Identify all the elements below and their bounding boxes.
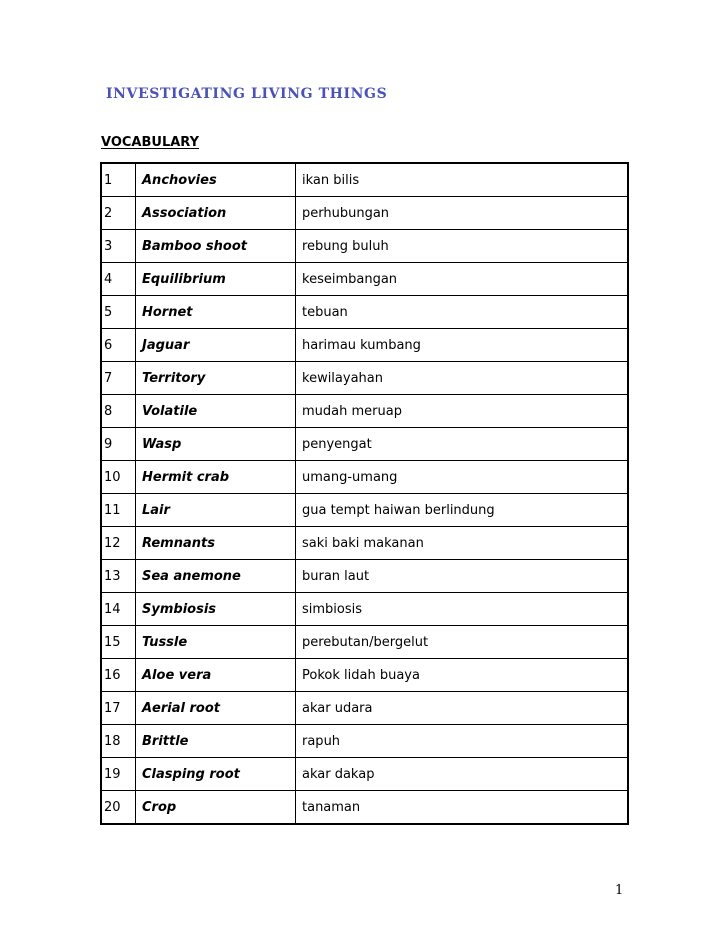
malay-translation: penyengat — [296, 428, 629, 461]
english-term: Aloe vera — [136, 659, 296, 692]
english-term: Volatile — [136, 395, 296, 428]
row-number: 17 — [101, 692, 136, 725]
vocabulary-row — [101, 725, 628, 758]
english-term: Jaguar — [136, 329, 296, 362]
vocabulary-row — [101, 494, 628, 527]
english-term: Bamboo shoot — [136, 230, 296, 263]
vocabulary-row — [101, 692, 628, 725]
malay-translation: perhubungan — [296, 197, 629, 230]
malay-translation: keseimbangan — [296, 263, 629, 296]
malay-translation: ikan bilis — [296, 163, 629, 197]
malay-translation: tanaman — [296, 791, 629, 825]
row-number: 1 — [101, 163, 136, 197]
english-term: Clasping root — [136, 758, 296, 791]
malay-translation: rebung buluh — [296, 230, 629, 263]
vocabulary-row — [101, 593, 628, 626]
english-term: Crop — [136, 791, 296, 825]
vocabulary-heading: VOCABULARY — [101, 135, 200, 150]
vocabulary-row — [101, 791, 628, 825]
row-number: 11 — [101, 494, 136, 527]
row-number: 8 — [101, 395, 136, 428]
malay-translation: umang-umang — [296, 461, 629, 494]
row-number: 5 — [101, 296, 136, 329]
row-number: 16 — [101, 659, 136, 692]
english-term: Sea anemone — [136, 560, 296, 593]
malay-translation: simbiosis — [296, 593, 629, 626]
vocabulary-row — [101, 461, 628, 494]
vocabulary-row — [101, 329, 628, 362]
vocabulary-row — [101, 362, 628, 395]
english-term: Brittle — [136, 725, 296, 758]
vocabulary-row — [101, 163, 628, 197]
english-term: Tussle — [136, 626, 296, 659]
vocabulary-row — [101, 560, 628, 593]
malay-translation: harimau kumbang — [296, 329, 629, 362]
row-number: 2 — [101, 197, 136, 230]
row-number: 15 — [101, 626, 136, 659]
english-term: Hornet — [136, 296, 296, 329]
malay-translation: buran laut — [296, 560, 629, 593]
row-number: 10 — [101, 461, 136, 494]
document-title: INVESTIGATING LIVING THINGS — [106, 86, 388, 102]
malay-translation: tebuan — [296, 296, 629, 329]
row-number: 19 — [101, 758, 136, 791]
vocabulary-row — [101, 263, 628, 296]
row-number: 20 — [101, 791, 136, 825]
english-term: Association — [136, 197, 296, 230]
page-number: 1 — [615, 883, 624, 898]
vocabulary-row — [101, 197, 628, 230]
english-term: Hermit crab — [136, 461, 296, 494]
row-number: 14 — [101, 593, 136, 626]
malay-translation: rapuh — [296, 725, 629, 758]
malay-translation: mudah meruap — [296, 395, 629, 428]
malay-translation: saki baki makanan — [296, 527, 629, 560]
vocabulary-row — [101, 296, 628, 329]
english-term: Remnants — [136, 527, 296, 560]
english-term: Territory — [136, 362, 296, 395]
english-term: Equilibrium — [136, 263, 296, 296]
vocabulary-row — [101, 428, 628, 461]
row-number: 4 — [101, 263, 136, 296]
vocabulary-row — [101, 758, 628, 791]
english-term: Lair — [136, 494, 296, 527]
vocabulary-row — [101, 659, 628, 692]
row-number: 18 — [101, 725, 136, 758]
row-number: 13 — [101, 560, 136, 593]
malay-translation: akar udara — [296, 692, 629, 725]
vocabulary-row — [101, 230, 628, 263]
vocabulary-table — [100, 162, 629, 825]
row-number: 9 — [101, 428, 136, 461]
malay-translation: kewilayahan — [296, 362, 629, 395]
row-number: 6 — [101, 329, 136, 362]
row-number: 7 — [101, 362, 136, 395]
malay-translation: gua tempt haiwan berlindung — [296, 494, 629, 527]
row-number: 3 — [101, 230, 136, 263]
vocabulary-row — [101, 527, 628, 560]
english-term: Symbiosis — [136, 593, 296, 626]
malay-translation: Pokok lidah buaya — [296, 659, 629, 692]
english-term: Anchovies — [136, 163, 296, 197]
vocabulary-row — [101, 395, 628, 428]
english-term: Aerial root — [136, 692, 296, 725]
row-number: 12 — [101, 527, 136, 560]
malay-translation: akar dakap — [296, 758, 629, 791]
english-term: Wasp — [136, 428, 296, 461]
malay-translation: perebutan/bergelut — [296, 626, 629, 659]
vocabulary-table-body — [101, 163, 628, 824]
vocabulary-row — [101, 626, 628, 659]
